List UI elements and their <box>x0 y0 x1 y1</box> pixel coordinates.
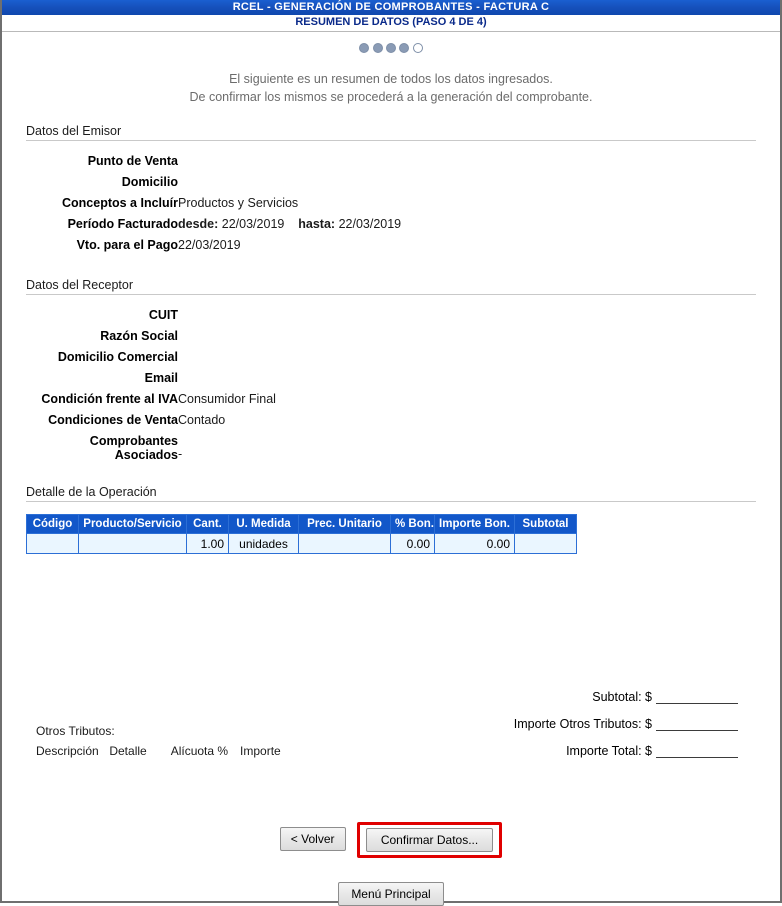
field-value-domicilio <box>178 172 401 193</box>
periodo-desde-value: 22/03/2019 <box>221 217 285 231</box>
total-value-importe-total <box>656 744 738 758</box>
column-header-detalle: Detalle <box>109 744 147 758</box>
field-label-punto-de-venta: Punto de Venta <box>87 154 178 168</box>
total-label-otros-tributos: Importe Otros Tributos: $ <box>513 717 652 731</box>
section-heading-emisor <box>26 124 756 141</box>
action-button-row <box>2 822 780 858</box>
section-heading-detalle <box>26 485 756 502</box>
main-menu-button[interactable]: Menú Principal <box>338 882 443 906</box>
total-label-subtotal: Subtotal: $ <box>592 690 652 704</box>
field-row <box>26 347 276 368</box>
page-content <box>2 32 780 554</box>
field-value-email <box>178 368 276 389</box>
intro-line-2: De confirmar los mismos se procederá a la generación del comprobante. <box>189 90 593 104</box>
otros-tributos-columns <box>36 744 281 758</box>
section-divider <box>26 140 756 141</box>
field-row <box>26 389 276 410</box>
field-value-periodo-facturado <box>178 214 401 235</box>
field-row <box>26 326 276 347</box>
cell-cantidad: 1.00 <box>187 534 229 554</box>
field-row <box>26 368 276 389</box>
field-value-comprobantes-asociados: - <box>178 447 183 461</box>
field-label-comprobantes-asociados: Comprobantes Asociados <box>89 434 178 462</box>
otros-tributos-block <box>36 724 281 758</box>
detalle-table <box>26 514 577 554</box>
column-header-importe-bonificacion: Importe Bon. <box>435 515 515 534</box>
field-value-vto-para-el-pago: 22/03/2019 <box>178 238 241 252</box>
window-title: RCEL - GENERACIÓN DE COMPROBANTES - FACTURA C <box>232 1 550 13</box>
periodo-hasta-label: hasta: <box>298 217 336 231</box>
field-label-condiciones-de-venta: Condiciones de Venta <box>48 413 178 427</box>
field-label-vto-para-el-pago: Vto. para el Pago <box>76 238 178 252</box>
field-label-domicilio: Domicilio <box>121 175 178 189</box>
totals-block <box>438 690 738 771</box>
step-dot-4 <box>399 43 409 53</box>
field-value-razon-social <box>178 326 276 347</box>
step-dot-3 <box>386 43 396 53</box>
column-header-importe: Importe <box>240 744 281 758</box>
step-dot-2 <box>373 43 383 53</box>
column-header-subtotal: Subtotal <box>515 515 577 534</box>
page-subtitle: RESUMEN DE DATOS (PASO 4 DE 4) <box>295 16 487 28</box>
cell-porc-bonificacion: 0.00 <box>391 534 435 554</box>
step-dot-1 <box>359 43 369 53</box>
cell-precio-unitario <box>299 534 391 554</box>
table-row <box>27 534 577 554</box>
field-label-periodo-facturado: Período Facturado <box>67 217 178 231</box>
section-heading-receptor-label: Datos del Receptor <box>26 278 139 292</box>
field-value-condiciones-de-venta: Contado <box>178 413 226 427</box>
total-value-subtotal <box>656 690 738 704</box>
field-value-cuit <box>178 305 276 326</box>
receptor-fields <box>26 305 276 465</box>
confirm-data-button[interactable]: Confirmar Datos... <box>366 828 493 852</box>
cell-unidad-medida: unidades <box>229 534 299 554</box>
otros-tributos-title: Otros Tributos: <box>36 724 115 738</box>
page-subtitle-bar <box>2 15 780 32</box>
field-value-domicilio-comercial <box>178 347 276 368</box>
column-header-descripcion: Descripción <box>36 744 99 758</box>
secondary-button-row <box>2 882 780 906</box>
field-row <box>26 235 401 256</box>
field-value-condicion-frente-al-iva: Consumidor Final <box>178 392 276 406</box>
field-label-razon-social: Razón Social <box>100 329 178 343</box>
field-label-email: Email <box>144 371 178 385</box>
field-label-condicion-frente-al-iva: Condición frente al IVA <box>41 392 178 406</box>
column-header-precio-unitario: Prec. Unitario <box>299 515 391 534</box>
field-row <box>26 431 276 465</box>
periodo-desde-label: desde: <box>178 217 219 231</box>
section-divider <box>26 501 756 502</box>
periodo-hasta-value: 22/03/2019 <box>338 217 402 231</box>
confirm-button-highlight <box>357 822 502 858</box>
field-label-conceptos-a-incluir: Conceptos a Incluír <box>62 196 178 210</box>
total-value-otros-tributos <box>656 717 738 731</box>
section-heading-receptor <box>26 278 756 295</box>
step-indicator <box>26 32 756 58</box>
column-header-unidad-medida: U. Medida <box>229 515 299 534</box>
field-label-cuit: CUIT <box>148 308 178 322</box>
field-row <box>26 172 401 193</box>
field-value-punto-de-venta <box>178 151 401 172</box>
column-header-alicuota: Alícuota % <box>170 744 229 758</box>
field-row <box>26 193 401 214</box>
step-dot-5 <box>413 43 423 53</box>
column-header-porc-bonificacion: % Bon. <box>391 515 435 534</box>
cell-importe-bonificacion: 0.00 <box>435 534 515 554</box>
cell-producto-servicio <box>79 534 187 554</box>
column-header-codigo: Código <box>27 515 79 534</box>
total-row-subtotal <box>438 690 738 704</box>
field-row <box>26 151 401 172</box>
detalle-header-row <box>27 515 577 534</box>
section-heading-emisor-label: Datos del Emisor <box>26 124 127 138</box>
total-row-importe-total <box>438 744 738 758</box>
column-header-cantidad: Cant. <box>187 515 229 534</box>
emisor-fields <box>26 151 401 256</box>
field-row <box>26 410 276 431</box>
section-divider <box>26 294 756 295</box>
field-row <box>26 214 401 235</box>
window-title-bar <box>2 0 780 15</box>
cell-subtotal <box>515 534 577 554</box>
back-button[interactable]: < Volver <box>280 827 346 851</box>
total-row-otros-tributos <box>438 717 738 731</box>
field-row <box>26 305 276 326</box>
intro-text <box>26 70 756 106</box>
field-label-domicilio-comercial: Domicilio Comercial <box>57 350 178 364</box>
column-header-producto-servicio: Producto/Servicio <box>79 515 187 534</box>
field-value-conceptos-a-incluir: Productos y Servicios <box>178 196 299 210</box>
total-label-importe-total: Importe Total: $ <box>566 744 652 758</box>
intro-line-1: El siguiente es un resumen de todos los datos ingresados. <box>229 72 553 86</box>
section-heading-detalle-label: Detalle de la Operación <box>26 485 163 499</box>
cell-codigo <box>27 534 79 554</box>
